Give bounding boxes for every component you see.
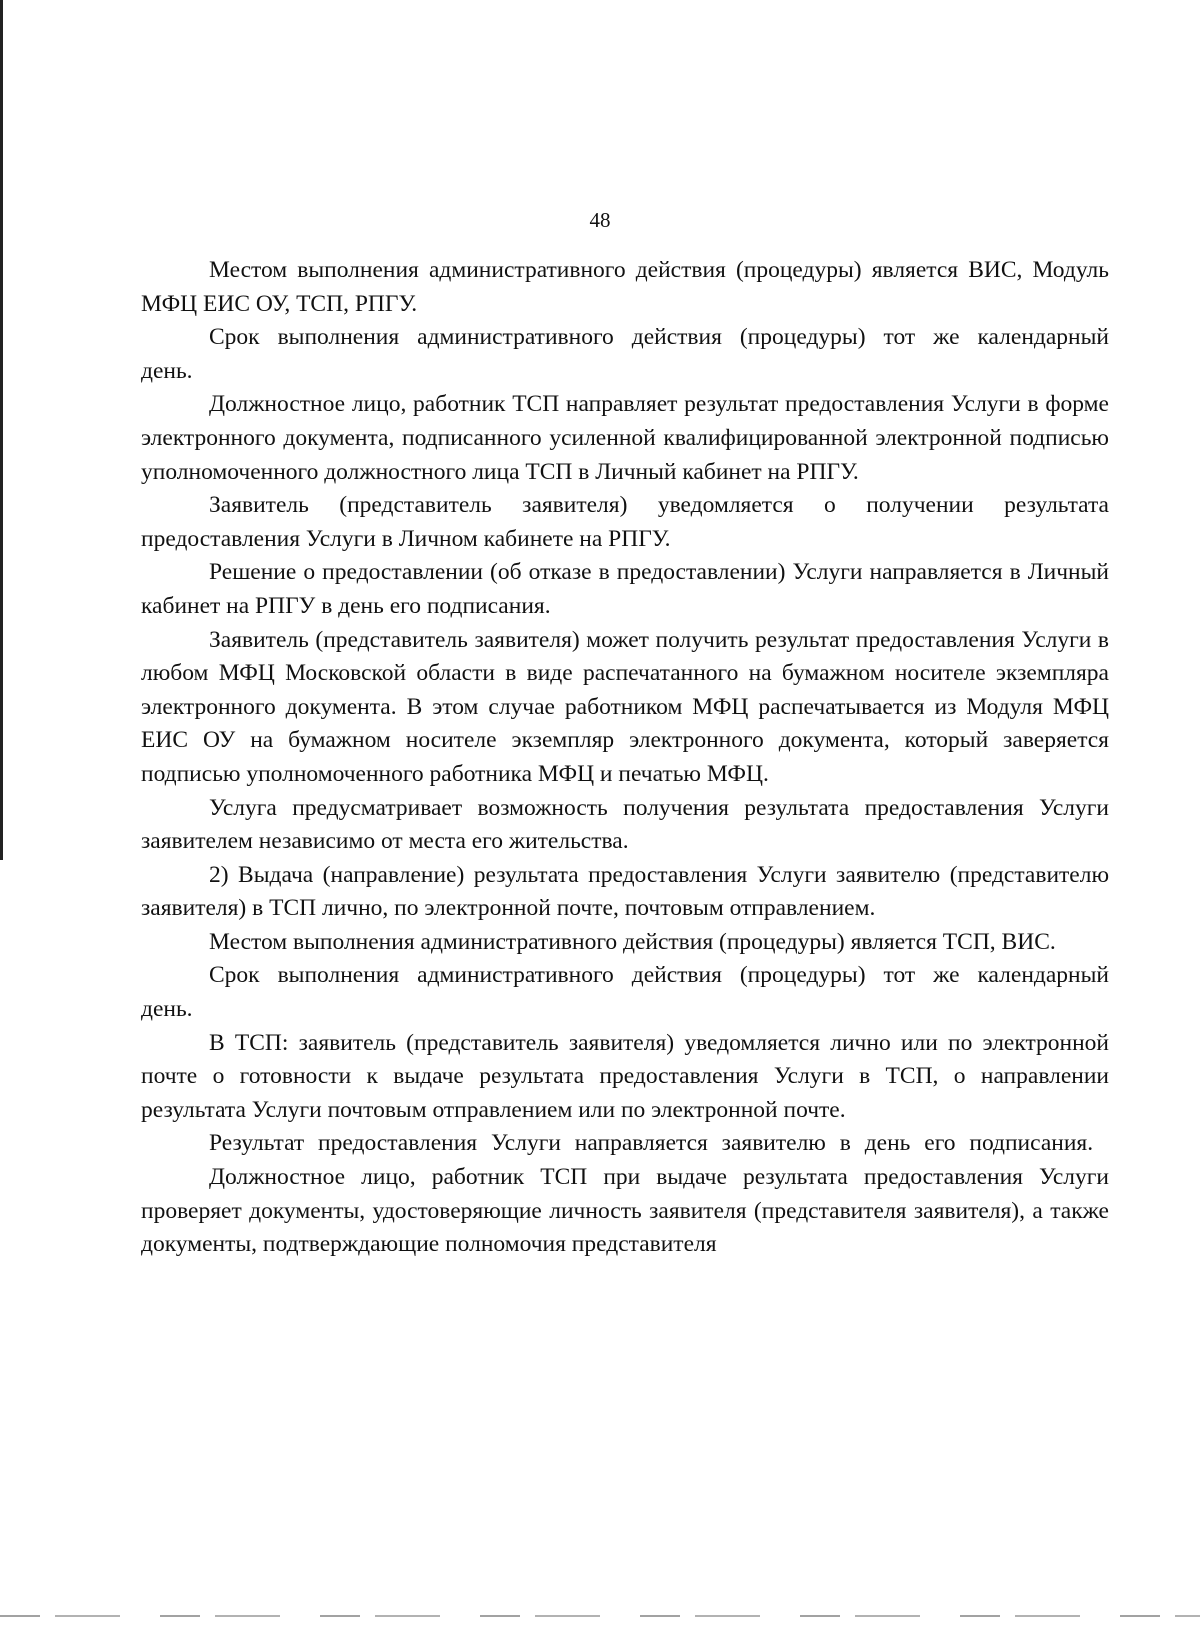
- paragraph: Должностное лицо, работник ТСП направляет результат предоставления Услуги в форме электронного документа, подписанного усиленной квалифицированной электронной подписью уполномоченного должностного лица ТСП в Личный кабинет на РПГУ.: [141, 391, 1109, 485]
- paragraph: Услуга предусматривает возможность получения результата предоставления Услуги заявителем независимо от места его жительства.: [141, 794, 1109, 855]
- paragraph: Срок выполнения административного действия (процедуры) тот же календарный день.: [141, 962, 1109, 1023]
- paragraph: Заявитель (представитель заявителя) может получить результат предоставления Услуги в любом МФЦ Московской области в виде распечатанного на бумажном носителе экземпляра электронного документа. В этом случае работником МФЦ распечатывается из Модуля МФЦ ЕИС ОУ на бумажном носителе экземпляр электронного документа, который заверяется подписью уполномоченного работника МФЦ и печатью МФЦ.: [141, 626, 1109, 787]
- paragraph: Решение о предоставлении (об отказе в предоставлении) Услуги направляется в Личный кабинет на РПГУ в день его подписания.: [141, 559, 1109, 619]
- scan-border-left: [0, 0, 3, 860]
- paragraph: Результат предоставления Услуги направляется заявителю в день его подписания.: [209, 1130, 1094, 1157]
- scan-border-bottom: [0, 1615, 1200, 1617]
- page-number: 48: [589, 208, 611, 232]
- paragraph: 2) Выдача (направление) результата предоставления Услуги заявителю (представителю заявителя) в ТСП лично, по электронной почте, почтовым отправлением.: [141, 861, 1109, 922]
- document-body: [141, 254, 1109, 1262]
- paragraph: В ТСП: заявитель (представитель заявителя) уведомляется лично или по электронной почте о готовности к выдаче результата предоставления Услуги в ТСП, о направлении результата Услуги почтовым отправлением или по электронной почте.: [141, 1029, 1109, 1123]
- paragraph: Срок выполнения административного действия (процедуры) тот же календарный день.: [141, 324, 1109, 384]
- paragraph: Местом выполнения административного действия (процедуры) является ВИС, Модуль МФЦ ЕИС ОУ, ТСП, РПГУ.: [141, 257, 1109, 317]
- paragraph: Должностное лицо, работник ТСП при выдаче результата предоставления Услуги проверяет документы, удостоверяющие личность заявителя (представителя заявителя), а также документы, подтверждающие полномочия представителя: [141, 1164, 1109, 1258]
- paragraph: Заявитель (представитель заявителя) уведомляется о получении результата предоставления Услуги в Личном кабинете на РПГУ.: [141, 492, 1109, 552]
- paragraph: Местом выполнения административного действия (процедуры) является ТСП, ВИС.: [209, 928, 1056, 955]
